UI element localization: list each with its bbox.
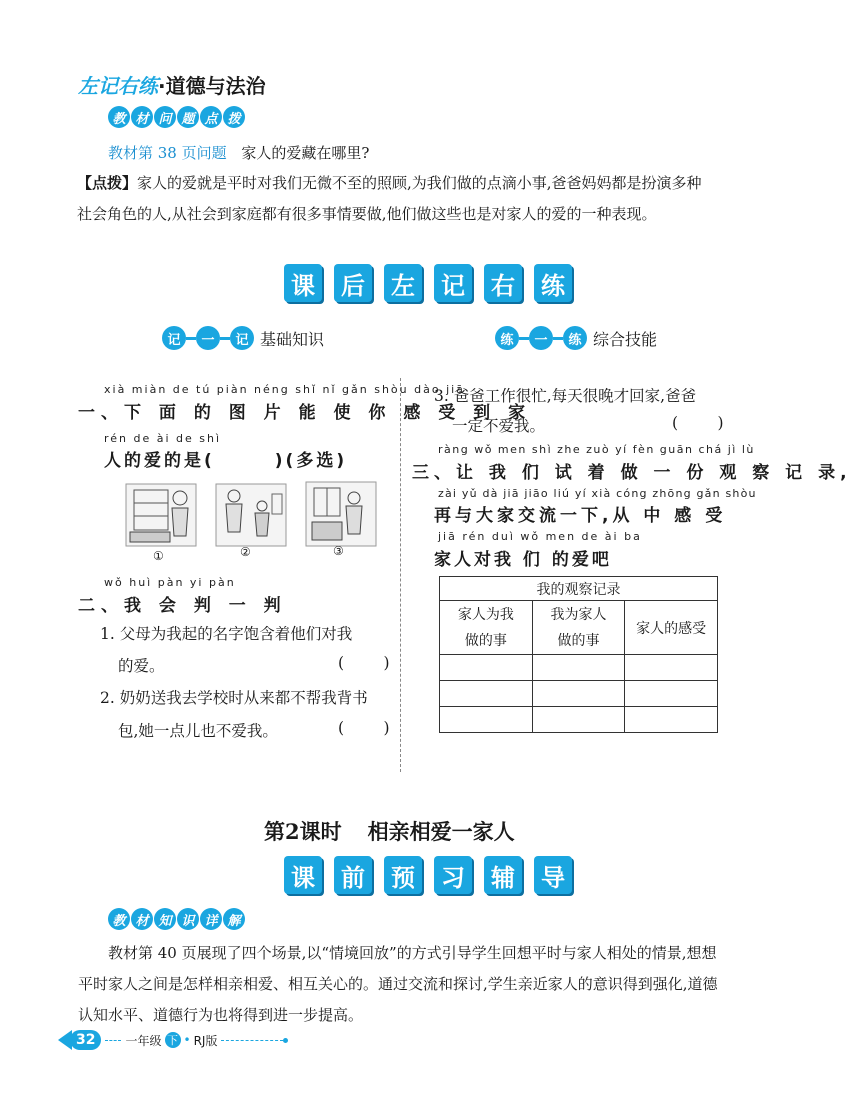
table-cell[interactable] <box>440 655 533 681</box>
table-cell[interactable] <box>625 681 718 707</box>
image-label-3: ③ <box>333 544 344 558</box>
observation-table-wrapper <box>439 576 718 733</box>
judge-item-3-line-1: 3. 爸爸工作很忙,每天很晚才回家,爸爸 <box>434 387 697 405</box>
pill-label: 综合技能 <box>593 329 658 349</box>
table-row <box>440 681 718 707</box>
preview-banner <box>284 856 572 894</box>
question-2-heading: 二、我 会 判 一 判 <box>78 596 287 616</box>
pill-char: 练 <box>563 326 587 350</box>
banner-char: 前 <box>334 856 372 894</box>
illustration-2 <box>216 484 286 546</box>
observation-table <box>439 576 718 733</box>
dot-icon: • <box>183 1033 191 1047</box>
question-1-line-2 <box>104 446 347 471</box>
label-char: 拨 <box>223 106 245 128</box>
lesson-title <box>264 816 515 846</box>
table-cell[interactable] <box>532 707 625 733</box>
title-suffix: 课时 <box>299 820 342 844</box>
table-cell[interactable] <box>440 681 533 707</box>
label-char: 教 <box>108 908 130 930</box>
title-prefix: 第 <box>264 820 285 844</box>
label-char: 材 <box>131 106 153 128</box>
textbook-tips-label <box>108 106 245 128</box>
pinyin-line: zài yǔ dà jiā jiāo liú yí xià cóng zhōng gǎn shòu <box>438 487 757 500</box>
header-text: 做的事 <box>464 632 507 649</box>
pill-char: 一 <box>529 326 553 350</box>
knowledge-label <box>108 908 245 930</box>
right-section-pill <box>495 326 657 350</box>
title-number: 2 <box>285 819 300 844</box>
after-class-banner <box>284 264 572 302</box>
illustration-3 <box>306 482 376 546</box>
left-section-pill <box>162 326 324 350</box>
tip-line-1: 家人的爱就是平时对我们无微不至的照顾,为我们做的点滴小事,爸爸妈妈都是扮演多种 <box>137 174 702 192</box>
knowledge-paragraph <box>78 938 738 1031</box>
judge-item-3-line-2: 一定不爱我。 <box>452 417 546 435</box>
table-cell[interactable] <box>625 655 718 681</box>
banner-char: 课 <box>284 264 322 302</box>
tip-line-2: 社会角色的人,从社会到家庭都有很多事情要做,他们做这些也是对家人的爱的一种表现。 <box>77 205 657 223</box>
label-char: 点 <box>200 106 222 128</box>
header-text: 家人为我 <box>457 606 514 623</box>
banner-char: 习 <box>434 856 472 894</box>
label-char: 问 <box>154 106 176 128</box>
header-text: 做的事 <box>557 632 600 649</box>
table-header-2 <box>532 601 625 655</box>
paragraph-line: 平时家人之间是怎样相亲相爱、相互关心的。通过交流和探讨,学生亲近家人的意识得到强化,道德 <box>78 975 718 993</box>
label-char: 详 <box>200 908 222 930</box>
judge-item-2-line-1: 2. 奶奶送我去学校时从来都不帮我背书 <box>100 689 368 707</box>
term-badge: 下 <box>165 1032 181 1048</box>
judge-item-1-line-1: 1. 父母为我起的名字饱含着他们对我 <box>100 625 353 643</box>
pinyin-line: rén de ài de shì <box>104 432 222 445</box>
label-char: 解 <box>223 908 245 930</box>
judge-item-2-line-2: 包,她一点儿也不爱我。 <box>118 722 278 740</box>
label-char: 知 <box>154 908 176 930</box>
banner-char: 右 <box>484 264 522 302</box>
question-3-line-1: 三、让 我 们 试 着 做 一 份 观 察 记 录, <box>412 463 852 483</box>
banner-char: 记 <box>434 264 472 302</box>
table-header-3: 家人的感受 <box>625 601 718 655</box>
question-3-line-3: 家人对我 们 的爱吧 <box>434 550 612 570</box>
table-cell[interactable] <box>625 707 718 733</box>
series-name: 左记右练 <box>78 74 158 98</box>
illustration-1 <box>126 484 196 546</box>
judge-item-1-line-2: 的爱。 <box>118 657 165 675</box>
question-1-stem: 人的爱的是( <box>104 451 215 471</box>
title-name: 相亲相爱一家人 <box>367 820 515 844</box>
table-header-1 <box>440 601 533 655</box>
banner-char: 导 <box>534 856 572 894</box>
answer-blank[interactable]: ( ) <box>338 654 390 672</box>
header-text: 我为家人 <box>550 606 607 623</box>
banner-char: 左 <box>384 264 422 302</box>
edition-label: RJ版 <box>193 1033 218 1048</box>
table-row <box>440 655 718 681</box>
pill-char: 一 <box>196 326 220 350</box>
pill-char: 记 <box>162 326 186 350</box>
paragraph-line: 教材第 40 页展现了四个场景,以“情境回放”的方式引导学生回想平时与家人相处的情景,想想 <box>108 944 717 962</box>
banner-char: 预 <box>384 856 422 894</box>
question-1-line-1: 一、下 面 的 图 片 能 使 你 感 受 到 家 <box>78 403 532 423</box>
subject-name: 道德与法治 <box>165 74 266 98</box>
pinyin-line: wǒ huì pàn yi pàn <box>104 576 236 589</box>
page-number: 32 <box>70 1030 101 1050</box>
question-3-line-2: 再与大家交流一下,从 中 感 受 <box>434 506 727 526</box>
table-cell[interactable] <box>440 707 533 733</box>
pill-label: 基础知识 <box>260 329 325 349</box>
grade-label: 一年级 <box>125 1033 162 1048</box>
question-ref: 教材第 38 页问题 <box>108 144 227 162</box>
banner-char: 练 <box>534 264 572 302</box>
label-char: 题 <box>177 106 199 128</box>
answer-blank[interactable]: ( ) <box>672 414 724 432</box>
pill-char: 记 <box>230 326 254 350</box>
question-1-tail: )(多选) <box>274 451 348 471</box>
pinyin-line: ràng wǒ men shì zhe zuò yí fèn guān chá jì lù <box>438 443 755 456</box>
table-cell[interactable] <box>532 655 625 681</box>
banner-char: 课 <box>284 856 322 894</box>
end-dot-icon <box>283 1038 288 1043</box>
image-label-1: ① <box>153 549 164 563</box>
banner-char: 后 <box>334 264 372 302</box>
question-line <box>108 138 369 169</box>
banner-char: 辅 <box>484 856 522 894</box>
column-divider <box>400 378 401 772</box>
table-cell[interactable] <box>532 681 625 707</box>
paragraph-line: 认知水平、道德行为也将得到进一步提高。 <box>78 1006 364 1024</box>
pill-char: 练 <box>495 326 519 350</box>
table-title: 我的观察记录 <box>440 577 718 601</box>
pinyin-line: jiā rén duì wǒ men de ài ba <box>438 530 642 543</box>
page-header <box>78 70 266 99</box>
tip-label: 【点拨】 <box>77 174 138 192</box>
pinyin-line: xià miàn de tú piàn néng shǐ nǐ gǎn shòu dào jiā <box>104 383 465 396</box>
image-label-2: ② <box>240 545 251 559</box>
table-row <box>440 707 718 733</box>
label-char: 材 <box>131 908 153 930</box>
label-char: 识 <box>177 908 199 930</box>
question-text: 家人的爱藏在哪里? <box>241 144 370 162</box>
header-separator: · <box>158 74 166 98</box>
tip-paragraph <box>77 168 737 230</box>
answer-blank[interactable]: ( ) <box>338 719 390 737</box>
label-char: 教 <box>108 106 130 128</box>
page-footer <box>58 1030 288 1050</box>
